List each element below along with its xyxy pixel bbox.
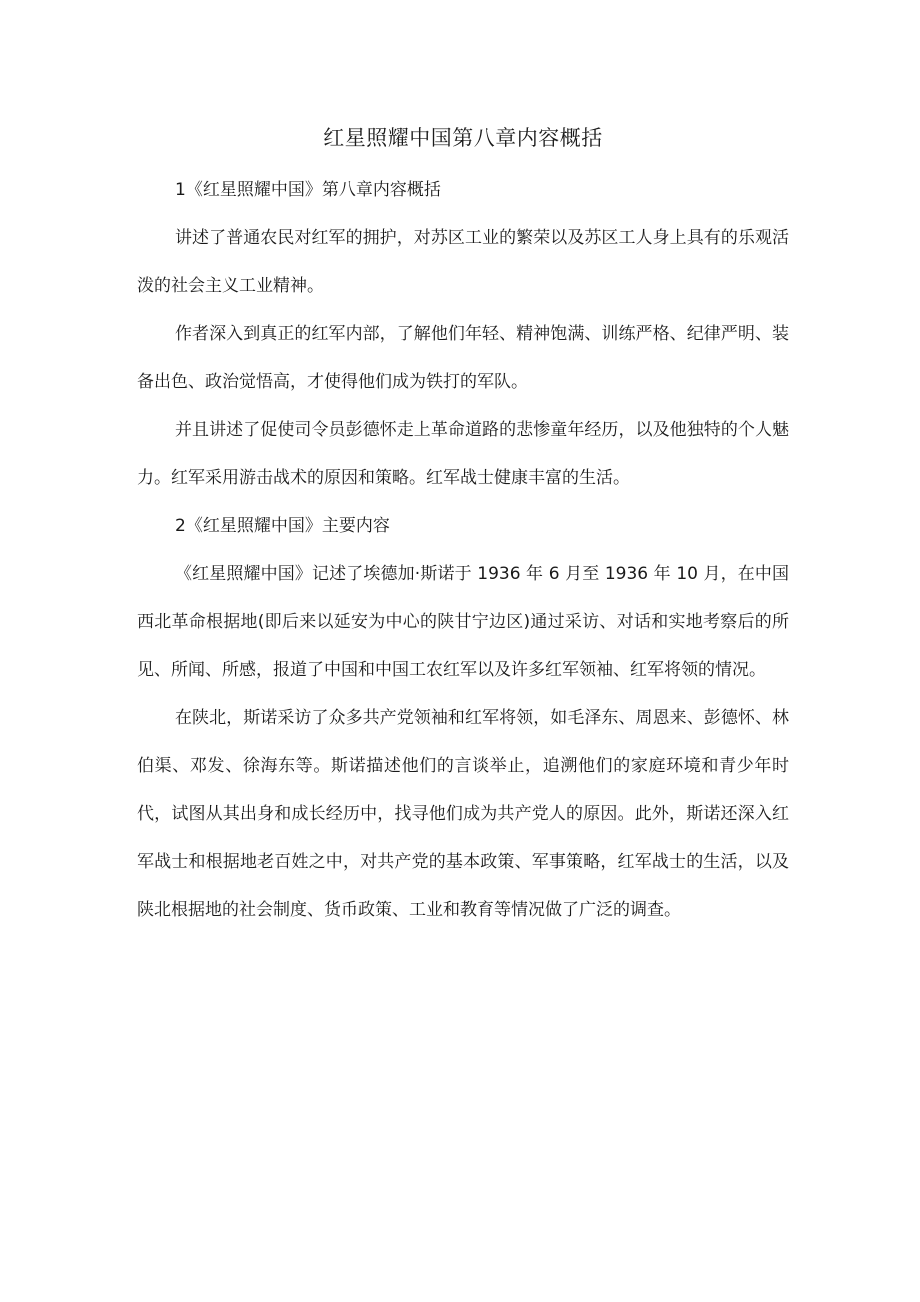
section-2-paragraph-2: 在陕北，斯诺采访了众多共产党领袖和红军将领，如毛泽东、周恩来、彭德怀、林伯渠、邓发、徐海东等。斯诺描述他们的言谈举止，追溯他们的家庭环境和青少年时代，试图从其出身和成长经历中，找寻他们成为共产党人的原因。此外，斯诺还深入红军战士和根据地老百姓之中，对共产党的基本政策、军事策略，红军战士的生活，以及陕北根据地的社会制度、货币政策、工业和教育等情况做了广泛的调查。 [137,708,789,920]
section-2-heading: 2《红星照耀中国》主要内容 [175,516,390,536]
section-2-paragraph-1: 《红星照耀中国》记述了埃德加·斯诺于 1936 年 6 月至 1936 年 10 月，在中国西北革命根据地(即后来以延安为中心的陕甘宁边区)通过采访、对话和实地考察后的所见、所闻、所感，报道了中国和中国工农红军以及许多红军领袖、红军将领的情况。 [137,564,789,680]
section-1-paragraph-2: 作者深入到真正的红军内部，了解他们年轻、精神饱满、训练严格、纪律严明、装备出色、政治觉悟高，才使得他们成为铁打的军队。 [137,324,789,392]
section-1-heading: 1《红星照耀中国》第八章内容概括 [175,180,441,200]
section-1-paragraph-1: 讲述了普通农民对红军的拥护，对苏区工业的繁荣以及苏区工人身上具有的乐观活泼的社会主义工业精神。 [137,228,789,296]
section-1-paragraph-3: 并且讲述了促使司令员彭德怀走上革命道路的悲惨童年经历，以及他独特的个人魅力。红军采用游击战术的原因和策略。红军战士健康丰富的生活。 [137,420,789,488]
document-page [137,118,789,934]
document-title: 红星照耀中国第八章内容概括 [323,126,603,150]
